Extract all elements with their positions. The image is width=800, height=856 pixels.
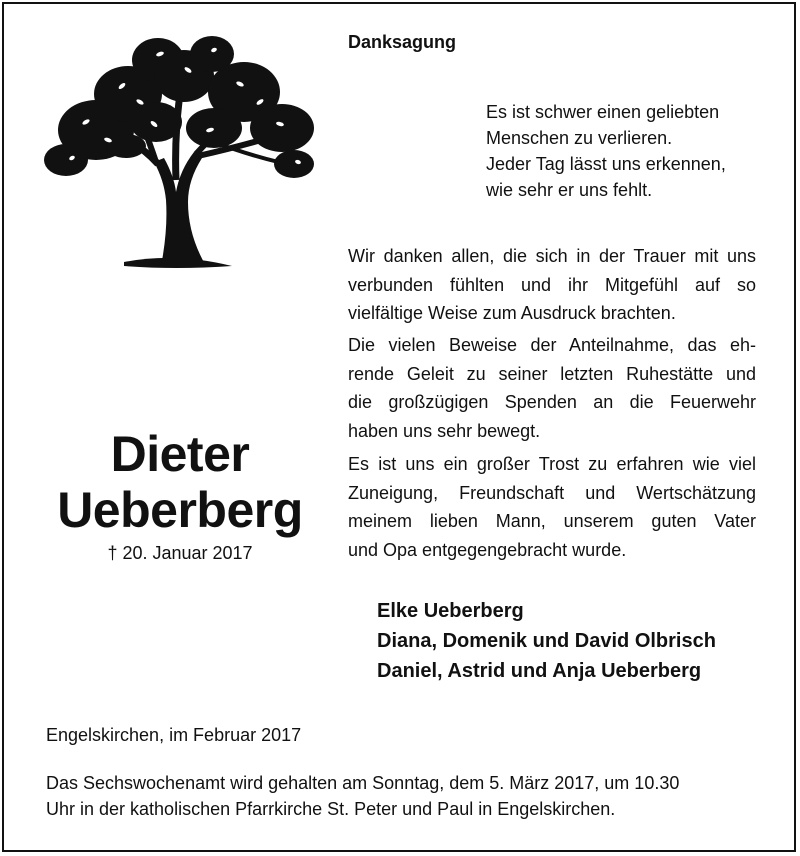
paragraph-line: verbunden fühlten und ihr Mitgefühl auf so xyxy=(348,274,756,295)
paragraph-line: rende Geleit zu seiner letzten Ruhestätte und xyxy=(348,363,756,384)
paragraph-line: die großzügigen Spenden an die Feuerwehr xyxy=(348,392,756,413)
paragraph-line: Es ist uns ein großer Trost zu erfahren wie viel xyxy=(348,454,756,474)
signature-line: Elke Ueberberg xyxy=(377,600,524,622)
deceased-last-name: Ueberberg xyxy=(57,482,303,538)
notice-line: Das Sechswochenamt wird gehalten am Sonntag, dem 5. März 2017, um 10.30 xyxy=(46,773,680,793)
paragraph-line: vielfältige Weise zum Ausdruck brachten. xyxy=(348,303,676,324)
signature-line: Daniel, Astrid und Anja Ueberberg xyxy=(377,660,702,682)
tree-icon xyxy=(36,30,318,270)
signatures xyxy=(377,596,716,686)
paragraph-line: Die vielen Beweise der Anteilnahme, das eh- xyxy=(348,335,756,355)
deceased-first-name: Dieter xyxy=(110,426,250,482)
notice-line: Uhr in der katholischen Pfarrkirche St. Peter und Paul in Engelskirchen. xyxy=(46,799,616,819)
paragraph-line: Zuneigung, Freundschaft und Wertschätzung xyxy=(348,482,756,503)
poem-line: wie sehr er uns fehlt. xyxy=(486,180,653,200)
poem-line: Es ist schwer einen geliebten xyxy=(486,102,720,122)
poem xyxy=(486,99,726,203)
paragraph-line: haben uns sehr bewegt. xyxy=(348,421,541,442)
signature-line: Diana, Domenik und David Olbrisch xyxy=(377,630,716,652)
death-date: † 20. Januar 2017 xyxy=(107,543,253,563)
mass-notice xyxy=(46,770,679,822)
paragraph-comfort xyxy=(348,450,756,565)
paragraph-line: und Opa entgegengebracht wurde. xyxy=(348,540,627,561)
paragraph-thanks xyxy=(348,242,756,328)
paragraph-line: Wir danken allen, die sich in der Trauer mit uns xyxy=(348,246,756,266)
poem-line: Jeder Tag lässt uns erkennen, xyxy=(486,154,726,174)
paragraph-line: meinem lieben Mann, unserem guten Vater xyxy=(348,511,756,532)
place-date: Engelskirchen, im Februar 2017 xyxy=(46,725,302,745)
paragraph-sympathy xyxy=(348,331,756,446)
heading-danksagung: Danksagung xyxy=(348,32,457,52)
poem-line: Menschen zu verlieren. xyxy=(486,128,673,148)
